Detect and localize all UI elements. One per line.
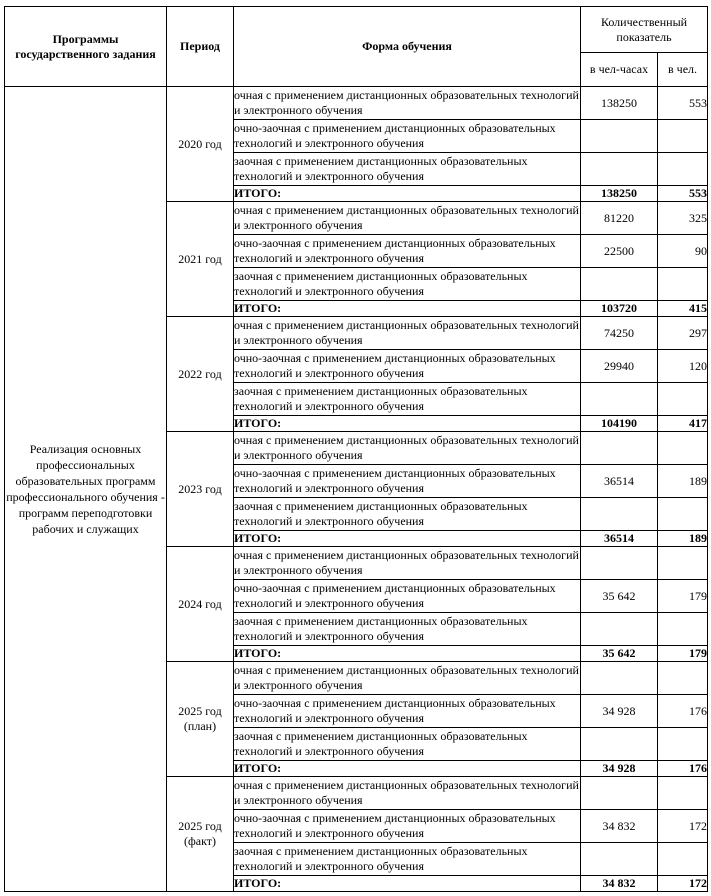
hours-value-cell: 35 642 bbox=[581, 646, 658, 662]
people-value-cell bbox=[658, 547, 708, 580]
people-value-cell bbox=[658, 498, 708, 531]
people-value-cell: 176 bbox=[658, 695, 708, 728]
people-value-cell: 415 bbox=[658, 301, 708, 317]
people-value-cell: 179 bbox=[658, 580, 708, 613]
form-cell: заочная с применением дистанционных образовательных технологий и электронного обучения bbox=[234, 613, 581, 646]
hours-value-cell bbox=[581, 498, 658, 531]
form-cell: очная с применением дистанционных образовательных технологий и электронного обучения bbox=[234, 87, 581, 120]
form-cell: очно-заочная с применением дистанционных образовательных технологий и электронного обучения bbox=[234, 235, 581, 268]
table-body bbox=[5, 87, 708, 892]
people-value-cell: 90 bbox=[658, 235, 708, 268]
hours-value-cell bbox=[581, 662, 658, 695]
hours-value-cell: 138250 bbox=[581, 186, 658, 202]
header-indicator: Количественный показатель bbox=[581, 7, 708, 53]
form-cell: заочная с применением дистанционных образовательных технологий и электронного обучения bbox=[234, 728, 581, 761]
total-label-cell: ИТОГО: bbox=[234, 531, 581, 547]
hours-value-cell bbox=[581, 383, 658, 416]
people-value-cell: 120 bbox=[658, 350, 708, 383]
hours-value-cell bbox=[581, 613, 658, 646]
people-value-cell: 189 bbox=[658, 531, 708, 547]
header-form: Форма обучения bbox=[234, 7, 581, 87]
hours-value-cell: 138250 bbox=[581, 87, 658, 120]
people-value-cell bbox=[658, 613, 708, 646]
form-cell: очно-заочная с применением дистанционных образовательных технологий и электронного обучения bbox=[234, 465, 581, 498]
period-cell: 2023 год bbox=[167, 432, 234, 547]
hours-value-cell: 34 832 bbox=[581, 810, 658, 843]
hours-value-cell: 34 832 bbox=[581, 876, 658, 892]
period-cell: 2024 год bbox=[167, 547, 234, 662]
total-label-cell: ИТОГО: bbox=[234, 186, 581, 202]
people-value-cell bbox=[658, 728, 708, 761]
hours-value-cell: 29940 bbox=[581, 350, 658, 383]
period-cell: 2020 год bbox=[167, 87, 234, 202]
period-cell: 2025 год (план) bbox=[167, 662, 234, 777]
hours-value-cell bbox=[581, 547, 658, 580]
hours-value-cell bbox=[581, 432, 658, 465]
hours-value-cell bbox=[581, 268, 658, 301]
people-value-cell: 297 bbox=[658, 317, 708, 350]
hours-value-cell: 34 928 bbox=[581, 761, 658, 777]
people-value-cell: 172 bbox=[658, 810, 708, 843]
form-cell: очная с применением дистанционных образовательных технологий и электронного обучения bbox=[234, 777, 581, 810]
form-cell: очно-заочная с применением дистанционных образовательных технологий и электронного обучения bbox=[234, 580, 581, 613]
total-label-cell: ИТОГО: bbox=[234, 761, 581, 777]
people-value-cell: 172 bbox=[658, 876, 708, 892]
form-cell: очная с применением дистанционных образовательных технологий и электронного обучения bbox=[234, 547, 581, 580]
program-name-cell: Реализация основных профессиональных образовательных программ профессионального обучения - программ переподготовки рабочих и служащих bbox=[5, 87, 167, 892]
total-label-cell: ИТОГО: bbox=[234, 416, 581, 432]
people-value-cell bbox=[658, 777, 708, 810]
period-cell: 2021 год bbox=[167, 202, 234, 317]
form-cell: заочная с применением дистанционных образовательных технологий и электронного обучения bbox=[234, 843, 581, 876]
header-unit-hours: в чел-часах bbox=[581, 53, 658, 87]
header-program: Программы государственного задания bbox=[5, 7, 167, 87]
period-cell: 2025 год (факт) bbox=[167, 777, 234, 892]
form-cell: очная с применением дистанционных образовательных технологий и электронного обучения bbox=[234, 202, 581, 235]
form-cell: очная с применением дистанционных образовательных технологий и электронного обучения bbox=[234, 432, 581, 465]
people-value-cell bbox=[658, 432, 708, 465]
period-cell: 2022 год bbox=[167, 317, 234, 432]
hours-value-cell bbox=[581, 843, 658, 876]
hours-value-cell: 104190 bbox=[581, 416, 658, 432]
hours-value-cell bbox=[581, 120, 658, 153]
form-cell: очная с применением дистанционных образовательных технологий и электронного обучения bbox=[234, 317, 581, 350]
total-label-cell: ИТОГО: bbox=[234, 646, 581, 662]
form-cell: заочная с применением дистанционных образовательных технологий и электронного обучения bbox=[234, 498, 581, 531]
hours-value-cell bbox=[581, 728, 658, 761]
people-value-cell bbox=[658, 268, 708, 301]
form-cell: очно-заочная с применением дистанционных образовательных технологий и электронного обучения bbox=[234, 810, 581, 843]
total-label-cell: ИТОГО: bbox=[234, 876, 581, 892]
people-value-cell bbox=[658, 383, 708, 416]
people-value-cell bbox=[658, 662, 708, 695]
hours-value-cell: 36514 bbox=[581, 531, 658, 547]
hours-value-cell: 34 928 bbox=[581, 695, 658, 728]
hours-value-cell bbox=[581, 153, 658, 186]
people-value-cell: 176 bbox=[658, 761, 708, 777]
hours-value-cell: 103720 bbox=[581, 301, 658, 317]
hours-value-cell: 22500 bbox=[581, 235, 658, 268]
people-value-cell: 179 bbox=[658, 646, 708, 662]
program-table bbox=[4, 6, 708, 892]
hours-value-cell: 35 642 bbox=[581, 580, 658, 613]
people-value-cell: 325 bbox=[658, 202, 708, 235]
hours-value-cell: 74250 bbox=[581, 317, 658, 350]
total-label-cell: ИТОГО: bbox=[234, 301, 581, 317]
form-cell: очно-заочная с применением дистанционных образовательных технологий и электронного обучения bbox=[234, 120, 581, 153]
form-cell: заочная с применением дистанционных образовательных технологий и электронного обучения bbox=[234, 153, 581, 186]
header-unit-people: в чел. bbox=[658, 53, 708, 87]
form-cell: заочная с применением дистанционных образовательных технологий и электронного обучения bbox=[234, 383, 581, 416]
hours-value-cell bbox=[581, 777, 658, 810]
people-value-cell bbox=[658, 153, 708, 186]
people-value-cell: 553 bbox=[658, 87, 708, 120]
table-row bbox=[5, 87, 708, 120]
form-cell: очно-заочная с применением дистанционных образовательных технологий и электронного обучения bbox=[234, 695, 581, 728]
form-cell: очная с применением дистанционных образовательных технологий и электронного обучения bbox=[234, 662, 581, 695]
people-value-cell bbox=[658, 120, 708, 153]
people-value-cell bbox=[658, 843, 708, 876]
people-value-cell: 553 bbox=[658, 186, 708, 202]
header-period: Период bbox=[167, 7, 234, 87]
hours-value-cell: 81220 bbox=[581, 202, 658, 235]
form-cell: заочная с применением дистанционных образовательных технологий и электронного обучения bbox=[234, 268, 581, 301]
form-cell: очно-заочная с применением дистанционных образовательных технологий и электронного обучения bbox=[234, 350, 581, 383]
people-value-cell: 189 bbox=[658, 465, 708, 498]
people-value-cell: 417 bbox=[658, 416, 708, 432]
hours-value-cell: 36514 bbox=[581, 465, 658, 498]
